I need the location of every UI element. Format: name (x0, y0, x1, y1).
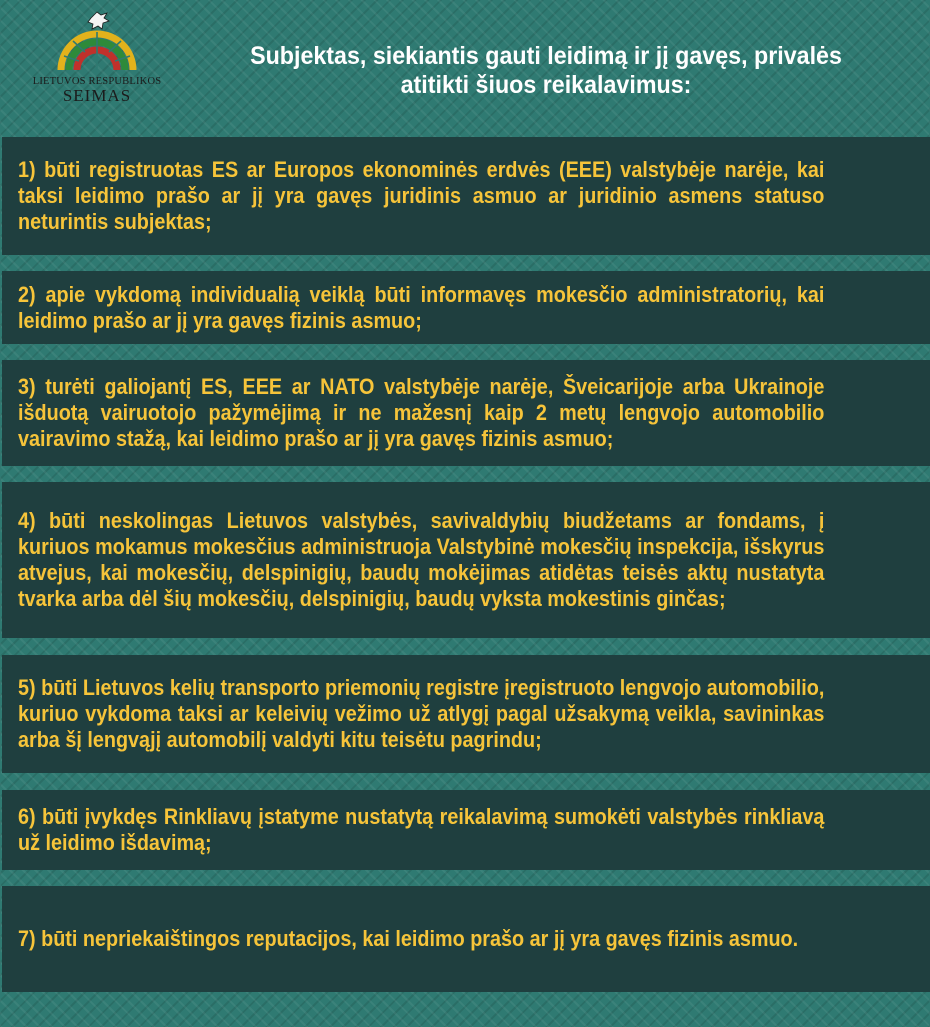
requirement-panel-7 (2, 886, 930, 992)
logo-line-1: LIETUVOS RESPUBLIKOS (32, 76, 162, 87)
requirement-panel-5 (2, 655, 930, 773)
requirement-text-4: 4) būti neskolingas Lietuvos valstybės, savivaldybių biudžetams ar fondams, į kuriuos mokamus mokesčius administruoja Valstybinė mokesčių inspekcija, išskyrus atvejus, kai mokesčių, delspinigių, baudų mokėjimas atidėtas teisės aktų nustatyta tvarka arba dėl šių mokesčių, delspinigių, baudų vyksta mokestinis ginčas; (18, 508, 825, 611)
page-title: Subjektas, siekiantis gauti leidimą ir jį gavęs, privalės atitikti šiuos reikalavimus: (250, 42, 842, 99)
requirement-text-6: 6) būti įvykdęs Rinkliavų įstatyme nustatytą reikalavimą sumokėti valstybės rinkliavą už leidimo išdavimą; (18, 804, 825, 855)
requirement-panel-2 (2, 271, 930, 344)
requirement-panel-6 (2, 790, 930, 870)
requirement-text-2: 2) apie vykdomą individualią veiklą būti informavęs mokesčio administratorių, kai leidimo prašo ar jį yra gavęs fizinis asmuo; (18, 281, 825, 333)
requirement-text-5: 5) būti Lietuvos kelių transporto priemonių registre įregistruoto lengvojo automobilio, kuriuo vykdoma taksi ar keleivių vežimo už atlygį pagal užsakymą veikla, savininkas arba šį lengvąjį automobilį valdyti kitu teisėtu pagrindu; (18, 675, 825, 752)
requirement-panel-4 (2, 482, 930, 638)
logo-line-2: SEIMAS (62, 86, 132, 105)
requirement-text-1: 1) būti registruotas ES ar Europos ekonominės erdvės (EEE) valstybėje narėje, kai taksi leidimo prašo ar jį yra gavęs juridinis asmuo ar juridinio asmens statuso neturintis subjektas; (18, 157, 825, 234)
requirement-text-7: 7) būti nepriekaištingos reputacijos, kai leidimo prašo ar jį yra gavęs fizinis asmuo. (18, 926, 799, 951)
requirement-panel-1 (2, 137, 930, 255)
requirement-text-3: 3) turėti galiojantį ES, EEE ar NATO valstybėje narėje, Šveicarijoje arba Ukrainoje išduotą vairuotojo pažymėjimą ir ne mažesnį kaip 2 metų lengvojo automobilio vairavimo stažą, kai leidimo prašo ar jį yra gavęs fizinis asmuo; (18, 374, 825, 451)
requirement-panel-3 (2, 360, 930, 466)
